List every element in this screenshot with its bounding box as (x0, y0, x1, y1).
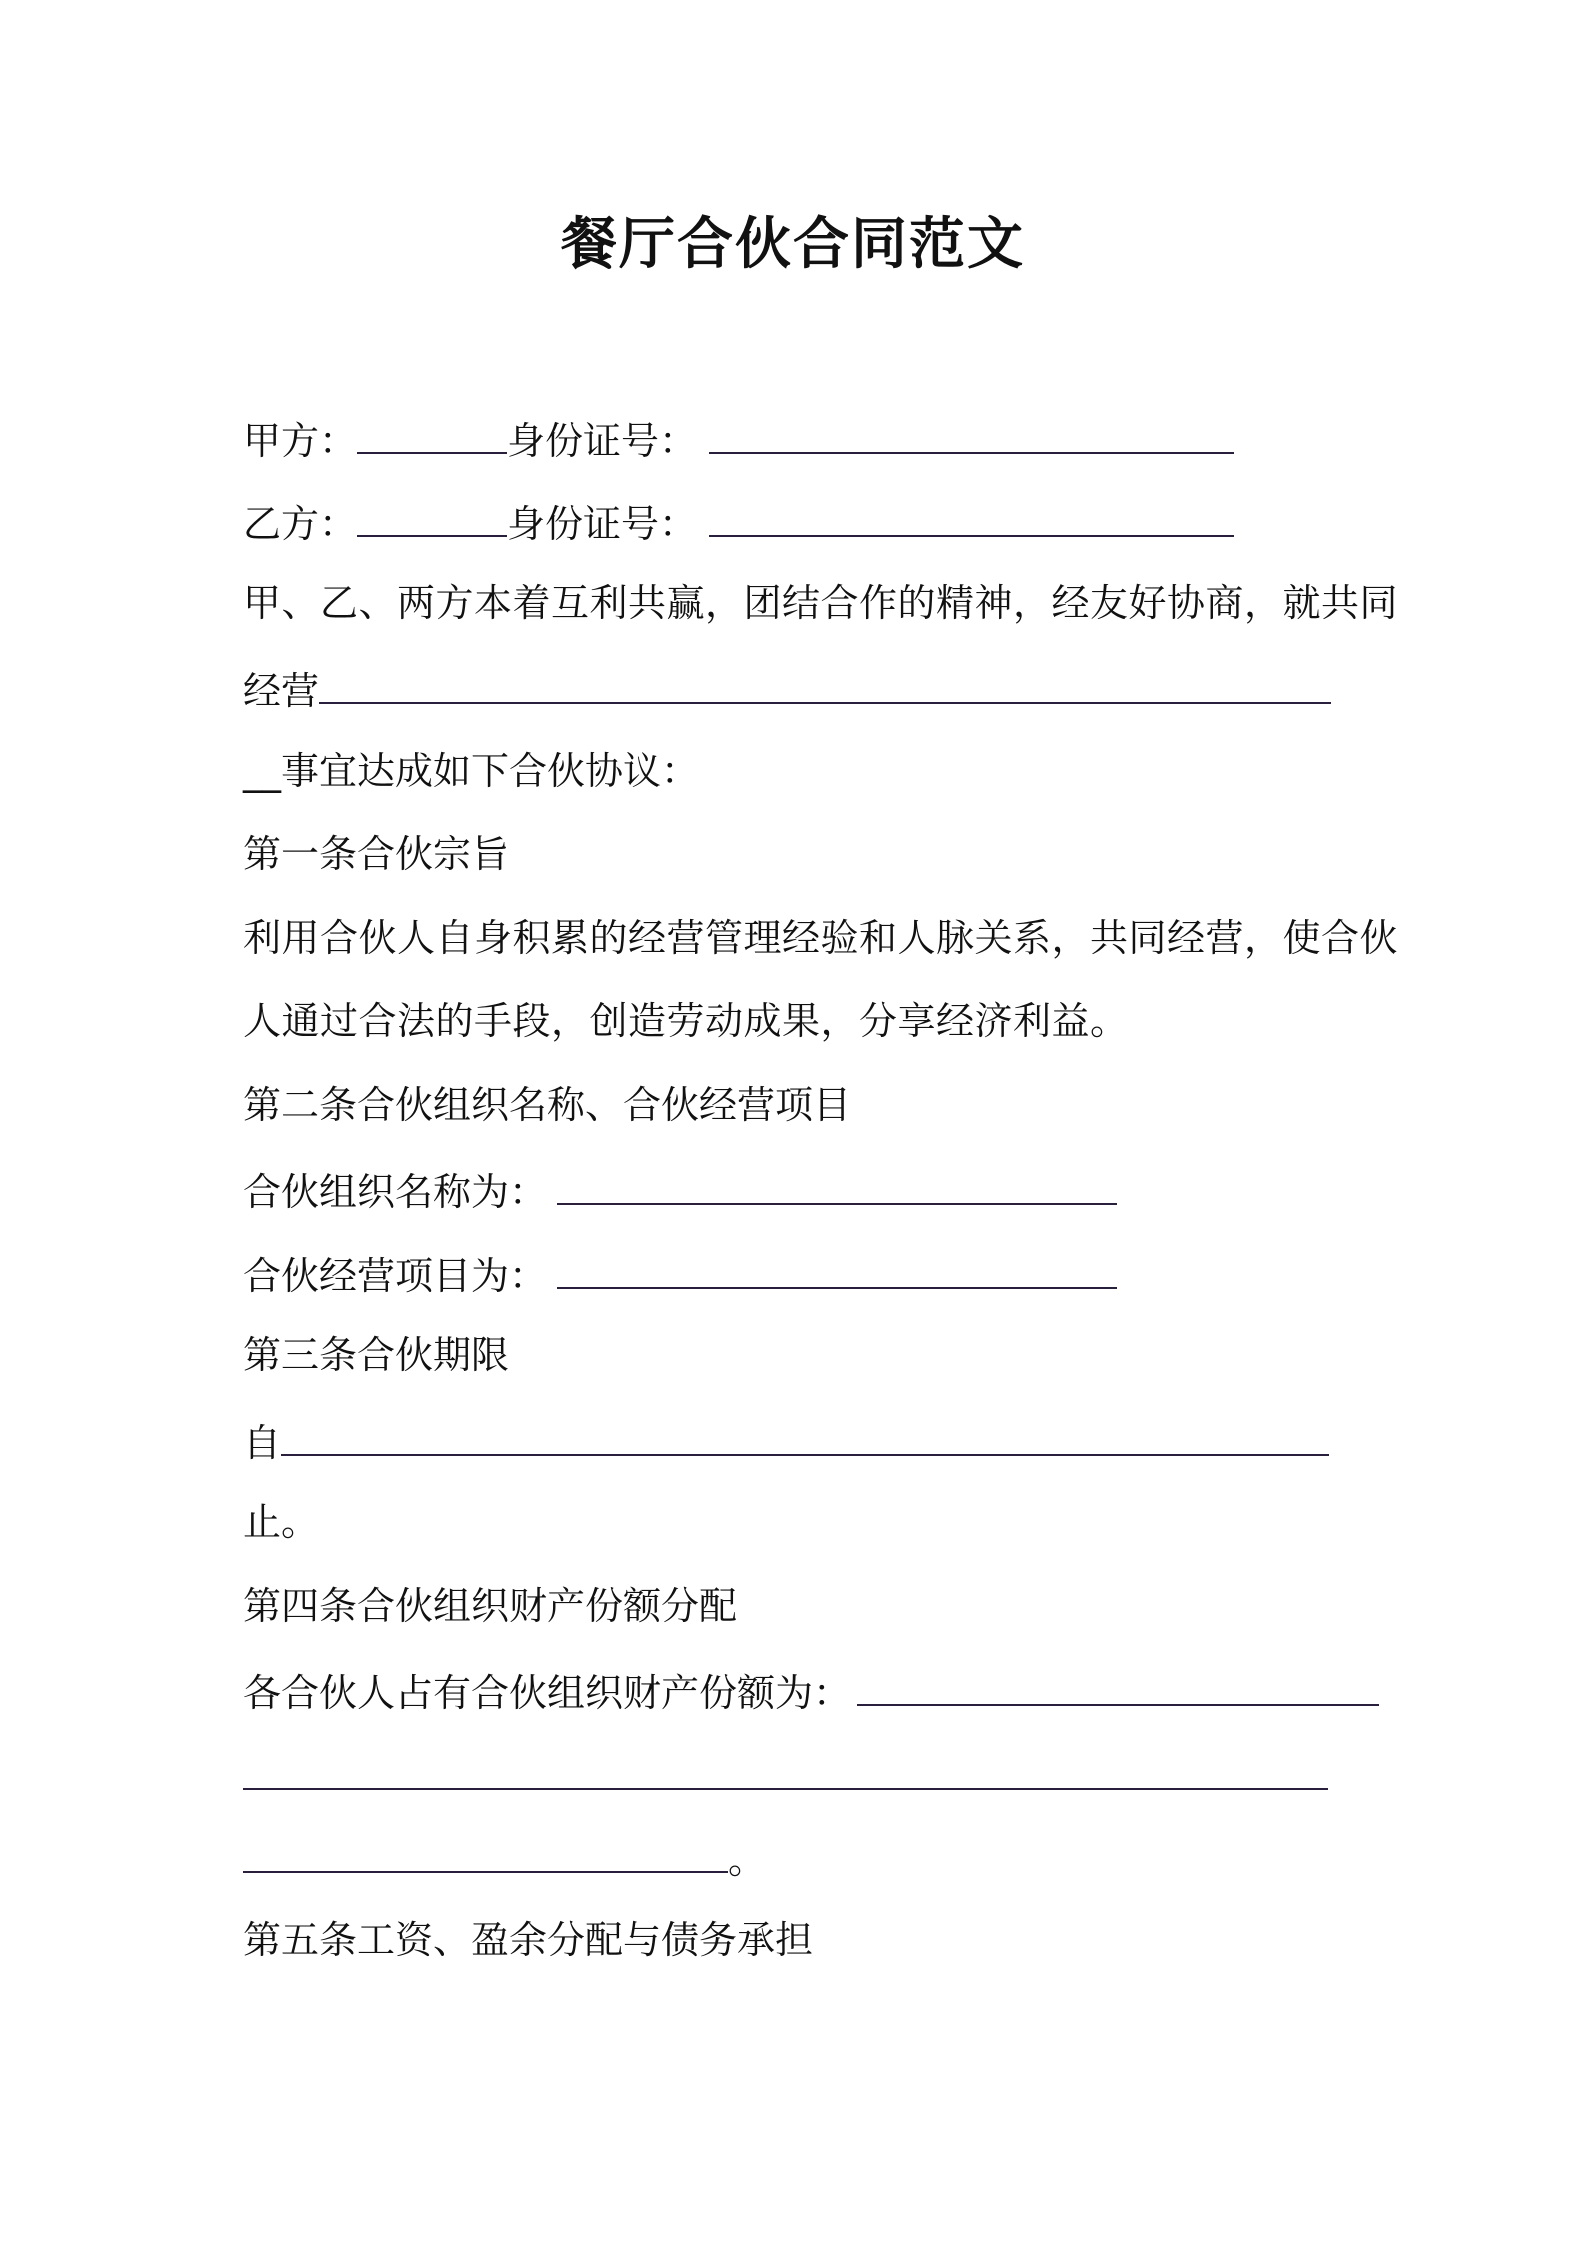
article-4-blank-line-3 (243, 1831, 766, 1885)
party-b-name-blank[interactable] (357, 495, 507, 537)
business-blank[interactable] (319, 662, 1331, 704)
intro-line-1: 甲、乙、两方本着互利共赢，团结合作的精神，经友好协商，就共同 (243, 581, 1399, 625)
intro-line-2 (243, 662, 1331, 716)
article-2-name-line (243, 1163, 1117, 1217)
article-2-project-line (243, 1247, 1117, 1301)
party-b-id-label: 身份证号： (507, 502, 698, 546)
article-3-end-line: 止。 (243, 1500, 320, 1544)
share-blank-3[interactable] (243, 1831, 728, 1873)
org-name-blank[interactable] (557, 1163, 1117, 1205)
intro-prefix-underscores: __ (243, 749, 281, 793)
party-a-name-blank[interactable] (357, 412, 507, 454)
article-1-title: 第一条合伙宗旨 (243, 832, 510, 876)
article-3-title: 第三条合伙期限 (243, 1333, 510, 1377)
intro-business-label: 经营 (243, 669, 320, 713)
article-5-title: 第五条工资、盈余分配与债务承担 (243, 1918, 814, 1962)
party-b-id-blank[interactable] (709, 495, 1234, 537)
share-blank-2[interactable] (243, 1748, 1328, 1790)
party-a-id-blank[interactable] (709, 412, 1234, 454)
article-4-share-line (243, 1664, 1379, 1718)
article-3-from-line (243, 1414, 1329, 1468)
article-4-blank-line-2 (243, 1748, 1328, 1802)
org-name-label: 合伙组织名称为： (243, 1170, 548, 1214)
intro-line-3 (243, 746, 699, 796)
intro-agreement-text: 事宜达成如下合伙协议： (281, 749, 700, 793)
article-4-title: 第四条合伙组织财产份额分配 (243, 1584, 738, 1628)
term-period-blank[interactable] (281, 1414, 1329, 1456)
share-end-period: 。 (728, 1838, 767, 1882)
project-label: 合伙经营项目为： (243, 1254, 548, 1298)
article-1-paragraph-2: 人通过合法的手段，创造劳动成果，分享经济利益。 (243, 999, 1129, 1043)
share-label: 各合伙人占有合伙组织财产份额为： (243, 1671, 852, 1715)
article-2-title: 第二条合伙组织名称、合伙经营项目 (243, 1083, 852, 1127)
party-b-label: 乙方： (243, 502, 358, 546)
party-a-label: 甲方： (243, 419, 358, 463)
project-blank[interactable] (557, 1247, 1117, 1289)
document-title: 餐厅合伙合同范文 (561, 212, 1025, 277)
share-blank-1[interactable] (857, 1664, 1379, 1706)
party-a-line (243, 412, 1234, 466)
party-b-line (243, 495, 1234, 549)
term-from-label: 自 (243, 1421, 282, 1465)
article-1-paragraph-1: 利用合伙人自身积累的经营管理经验和人脉关系，共同经营，使合伙 (243, 916, 1399, 960)
party-a-id-label: 身份证号： (507, 419, 698, 463)
